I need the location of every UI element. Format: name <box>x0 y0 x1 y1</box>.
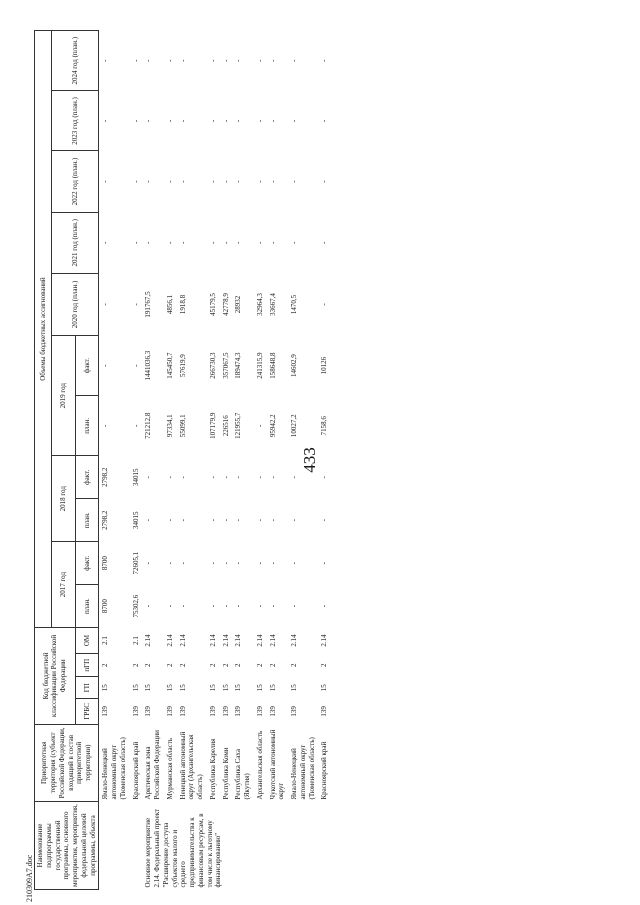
table-row <box>177 31 207 890</box>
cell-p2019: 226516 <box>221 415 230 437</box>
cell-p2019: 121955,7 <box>234 412 243 439</box>
cell-pgp: 2 <box>165 663 174 667</box>
cell-y2022: - <box>234 180 243 183</box>
header-plan-2019: план. <box>75 396 99 456</box>
cell-y2020: 191767,5 <box>144 291 153 318</box>
territory-cell: Мурманская область <box>165 737 174 800</box>
cell-p2017: 75302,6 <box>131 594 140 618</box>
cell-y2024: - <box>290 59 298 62</box>
cell-f2017: - <box>178 562 187 565</box>
cell-p2018: - <box>320 519 329 522</box>
rotated-content <box>34 30 634 890</box>
cell-pgp: 2 <box>268 663 277 667</box>
cell-grbs: 139 <box>221 706 230 717</box>
cell-gp: 15 <box>144 684 153 692</box>
cell-y2024: - <box>178 59 187 62</box>
cell-f2017: 72605,1 <box>131 551 140 575</box>
territory-cell: Красноярский край <box>131 741 140 800</box>
cell-f2018: - <box>290 476 298 479</box>
cell-y2023: - <box>178 119 187 123</box>
cell-p2017: - <box>234 604 243 608</box>
cell-p2019: 107179,9 <box>208 412 217 439</box>
header-year-2023: 2023 год (план.) <box>52 91 99 151</box>
cell-p2018: - <box>208 519 217 522</box>
cell-y2022: - <box>268 180 277 183</box>
cell-p2019: 95942,2 <box>268 414 277 438</box>
cell-pgp: 2 <box>320 663 329 667</box>
header-name: Наименование подпрограммы государственной программы, основного мероприятия, мероприятия, федеральной целевой программы, объекта <box>35 801 99 889</box>
cell-gp: 15 <box>255 684 264 692</box>
cell-y2020: 28932 <box>234 295 243 314</box>
cell-y2023: - <box>165 119 174 123</box>
cell-f2019: - <box>131 364 140 367</box>
cell-y2022: - <box>255 180 264 183</box>
cell-p2017: - <box>320 604 329 608</box>
cell-y2022: - <box>208 180 217 183</box>
cell-gp: 15 <box>178 684 187 692</box>
cell-om: 2.14 <box>268 634 277 647</box>
cell-f2018: - <box>255 476 264 479</box>
header-volumes: Объемы бюджетных ассигнований <box>35 31 52 628</box>
cell-y2021: - <box>131 241 140 244</box>
cell-y2021: - <box>144 241 153 244</box>
cell-om: 2.14 <box>208 634 217 647</box>
table-row <box>130 31 143 890</box>
header-year-2017: 2017 год <box>52 542 76 628</box>
cell-f2019: 145450,7 <box>165 352 174 379</box>
cell-y2023: - <box>131 119 140 123</box>
cell-f2017: - <box>255 562 264 565</box>
cell-p2018: 34015 <box>131 511 140 529</box>
cell-y2020: 4856,1 <box>165 294 174 315</box>
territory-cell: Красноярский край <box>320 741 329 800</box>
cell-f2018: - <box>268 476 277 479</box>
territory-cell: Ямало-Ненецкий автономный округ (Тюменская область) <box>290 737 316 800</box>
cell-p2019: 55099,1 <box>178 414 187 438</box>
header-pgp: пГП <box>75 653 99 677</box>
cell-f2018: - <box>165 476 174 479</box>
cell-y2024: - <box>320 59 329 62</box>
header-fact-2017: факт. <box>75 542 99 585</box>
table-header <box>35 31 99 890</box>
cell-y2020: 1470,5 <box>290 294 298 315</box>
cell-y2024: - <box>221 59 230 62</box>
header-grbs: ГРБС <box>75 698 99 724</box>
territory-cell: Архангельская область <box>255 730 264 800</box>
cell-y2022: - <box>320 180 329 183</box>
cell-y2021: - <box>234 241 243 244</box>
empty-name-cell <box>130 801 143 889</box>
cell-grbs: 139 <box>290 706 298 717</box>
cell-grbs: 139 <box>208 706 217 717</box>
cell-pgp: 2 <box>290 663 298 667</box>
cell-om: 2.14 <box>255 634 264 647</box>
cell-p2018: - <box>165 519 174 522</box>
cell-grbs: 139 <box>268 706 277 717</box>
cell-y2023: - <box>290 119 298 123</box>
cell-y2021: - <box>290 241 298 244</box>
cell-p2019: - <box>131 424 140 427</box>
cell-p2017: - <box>221 604 230 608</box>
cell-y2023: - <box>208 119 217 123</box>
cell-p2017: - <box>144 604 153 608</box>
cell-y2023: - <box>268 119 277 123</box>
cell-f2017: - <box>144 562 153 565</box>
header-gp: ГП <box>75 677 99 698</box>
cell-f2017: - <box>221 562 230 565</box>
empty-name-cell <box>99 801 130 889</box>
cell-f2017: 8700 <box>101 556 110 571</box>
header-plan-2017: план. <box>75 585 99 628</box>
cell-pgp: 2 <box>234 663 243 667</box>
cell-gp: 15 <box>208 684 217 692</box>
header-fact-2018: факт. <box>75 456 99 499</box>
cell-y2020: 33667,4 <box>268 293 277 316</box>
cell-y2024: - <box>255 59 264 62</box>
cell-grbs: 139 <box>178 706 187 717</box>
cell-y2024: - <box>131 59 140 62</box>
cell-om: 2.14 <box>144 634 153 647</box>
header-year-2021: 2021 год (план.) <box>52 212 99 273</box>
cell-p2017: - <box>208 604 217 608</box>
cell-f2019: 241315,9 <box>255 352 264 379</box>
cell-gp: 15 <box>268 684 277 692</box>
cell-y2021: - <box>165 241 174 244</box>
table-row <box>318 31 331 890</box>
cell-y2022: - <box>165 180 174 183</box>
cell-grbs: 139 <box>101 706 110 717</box>
territory-cell: Республика Саха (Якутия) <box>234 749 251 800</box>
cell-f2017: - <box>208 562 217 565</box>
territory-cell: Арктическая зона Российской Федерации <box>144 730 161 800</box>
cell-y2020: 32964,3 <box>255 293 264 316</box>
cell-p2019: - <box>101 424 110 427</box>
cell-gp: 15 <box>131 684 140 692</box>
cell-f2017: - <box>165 562 174 565</box>
cell-p2017: - <box>268 604 277 608</box>
cell-f2018: - <box>178 476 187 479</box>
cell-y2024: - <box>234 59 243 62</box>
cell-gp: 15 <box>165 684 174 692</box>
cell-f2018: - <box>320 476 329 479</box>
cell-f2018: - <box>144 476 153 479</box>
cell-pgp: 2 <box>101 663 110 667</box>
document-filename: 210309A7.doc <box>25 854 34 902</box>
cell-y2022: - <box>131 180 140 183</box>
main-activity-name: Основное мероприятие 2.14. Федеральный проект "Расширение доступа субъектов малого и среднего предпринимательства к финансовым ресурсам, в том числе к льготному финансированию" <box>144 808 223 888</box>
cell-y2024: - <box>268 59 277 62</box>
table-row <box>267 31 289 890</box>
cell-y2021: - <box>320 241 329 244</box>
cell-y2020: - <box>101 303 110 306</box>
header-year-2019: 2019 год <box>52 336 76 456</box>
table-body <box>99 31 331 890</box>
cell-grbs: 139 <box>255 706 264 717</box>
territory-cell: Чукотский автономный округ <box>268 729 286 800</box>
cell-y2020: - <box>320 303 329 306</box>
cell-f2019: - <box>101 364 110 367</box>
cell-p2017: - <box>165 604 174 608</box>
cell-f2017: - <box>320 562 329 565</box>
cell-f2019: 158648,8 <box>268 352 277 379</box>
cell-grbs: 139 <box>165 706 174 717</box>
cell-om: 2.14 <box>320 634 329 647</box>
cell-y2023: - <box>320 119 329 123</box>
cell-p2019: 10027,2 <box>290 414 298 438</box>
territory-cell: Республика Карелия <box>208 738 217 800</box>
cell-f2019: 357067,5 <box>221 352 230 379</box>
territory-cell: Ямало-Ненецкий автономный округ (Тюменская область) <box>101 737 127 800</box>
table-row <box>99 31 130 890</box>
cell-p2019: 721212,8 <box>144 412 153 439</box>
cell-p2017: - <box>255 604 264 608</box>
cell-p2018: - <box>178 519 187 522</box>
cell-p2018: - <box>221 519 230 522</box>
cell-om: 2.14 <box>290 634 298 647</box>
cell-pgp: 2 <box>178 663 187 667</box>
cell-f2018: 34015 <box>131 468 140 487</box>
cell-y2023: - <box>255 119 264 123</box>
header-code-group: Код бюджетной классификации Российской Федерации <box>35 628 76 725</box>
table-row <box>254 31 267 890</box>
cell-grbs: 139 <box>131 706 140 717</box>
cell-f2017: - <box>290 562 298 565</box>
cell-pgp: 2 <box>208 663 217 667</box>
cell-y2023: - <box>234 119 243 123</box>
cell-y2022: - <box>221 180 230 183</box>
cell-y2020: - <box>131 303 140 306</box>
header-year-2020: 2020 год (план.) <box>52 273 99 335</box>
table-row <box>220 31 233 890</box>
cell-p2018: - <box>144 519 153 522</box>
cell-y2021: - <box>268 241 277 244</box>
cell-om: 2.14 <box>165 634 174 647</box>
cell-y2022: - <box>290 180 298 183</box>
cell-f2019: 266730,3 <box>208 352 217 379</box>
cell-p2019: 97334,1 <box>165 414 174 438</box>
cell-om: 2.1 <box>101 636 110 645</box>
cell-y2022: - <box>144 180 153 183</box>
cell-f2018: - <box>234 476 243 479</box>
cell-f2019: 14602,9 <box>290 354 298 378</box>
cell-f2017: - <box>268 562 277 565</box>
cell-grbs: 139 <box>234 706 243 717</box>
cell-f2019: 189474,3 <box>234 352 243 379</box>
cell-gp: 15 <box>234 684 243 692</box>
header-plan-2018: план. <box>75 499 99 542</box>
cell-gp: 15 <box>221 684 230 692</box>
cell-om: 2.1 <box>131 636 140 645</box>
cell-y2020: 1918,8 <box>178 294 187 315</box>
cell-om: 2.14 <box>234 634 243 647</box>
cell-gp: 15 <box>101 684 110 692</box>
cell-grbs: 139 <box>144 706 153 717</box>
table-row <box>232 31 254 890</box>
cell-y2020: 42778,9 <box>221 293 230 316</box>
cell-y2024: - <box>144 59 153 62</box>
cell-p2018: - <box>268 519 277 522</box>
cell-y2023: - <box>101 119 110 123</box>
cell-p2019: 7158,6 <box>320 416 329 436</box>
cell-p2018: - <box>290 519 298 522</box>
table-row <box>164 31 177 890</box>
territory-cell: Ненецкий автономный округ (Архангельская область) <box>178 731 204 800</box>
cell-p2017: - <box>290 604 298 608</box>
table-row <box>142 31 164 890</box>
cell-p2018: - <box>255 519 264 522</box>
cell-p2017: - <box>178 604 187 608</box>
cell-y2021: - <box>221 241 230 244</box>
cell-y2021: - <box>255 241 264 244</box>
header-om: ОМ <box>75 628 99 654</box>
header-territory: Приоритетная территория (субъект Российской Федерации, входящий в состав приоритетной территории) <box>35 724 99 801</box>
cell-p2018: - <box>234 519 243 522</box>
cell-om: 2.14 <box>178 634 187 647</box>
cell-p2018: 2798,2 <box>101 510 110 530</box>
cell-f2018: - <box>221 476 230 479</box>
cell-y2024: - <box>165 59 174 62</box>
territory-cell: Республика Коми <box>221 747 230 800</box>
cell-y2024: - <box>208 59 217 62</box>
cell-f2018: - <box>208 476 217 479</box>
cell-f2019: 1441036,3 <box>144 350 153 381</box>
table-row <box>207 31 220 890</box>
cell-p2017: 8700 <box>101 599 110 614</box>
cell-pgp: 2 <box>221 663 230 667</box>
header-year-2024: 2024 год (план.) <box>52 31 99 91</box>
cell-y2021: - <box>101 241 110 244</box>
cell-om: 2.14 <box>221 634 230 647</box>
page-number: 433 <box>300 447 319 473</box>
cell-gp: 15 <box>290 684 298 692</box>
cell-f2019: 57619,9 <box>178 354 187 378</box>
header-year-2022: 2022 год (план.) <box>52 151 99 212</box>
cell-f2017: - <box>234 562 243 565</box>
cell-pgp: 2 <box>255 663 264 667</box>
cell-pgp: 2 <box>131 663 140 667</box>
cell-y2023: - <box>221 119 230 123</box>
cell-gp: 15 <box>320 684 329 692</box>
budget-table <box>34 30 331 890</box>
cell-y2020: 45179,5 <box>208 293 217 316</box>
cell-f2019: 10126 <box>320 356 329 375</box>
cell-p2019: - <box>255 424 264 427</box>
cell-y2023: - <box>144 119 153 123</box>
cell-y2024: - <box>101 59 110 62</box>
cell-y2022: - <box>101 180 110 183</box>
cell-y2021: - <box>178 241 187 244</box>
cell-y2022: - <box>178 180 187 183</box>
table-row <box>288 31 318 890</box>
header-year-2018: 2018 год <box>52 456 76 542</box>
header-fact-2019: факт. <box>75 336 99 396</box>
cell-pgp: 2 <box>144 663 153 667</box>
cell-y2021: - <box>208 241 217 244</box>
cell-f2018: 2798,2 <box>101 467 110 487</box>
cell-grbs: 139 <box>320 706 329 717</box>
